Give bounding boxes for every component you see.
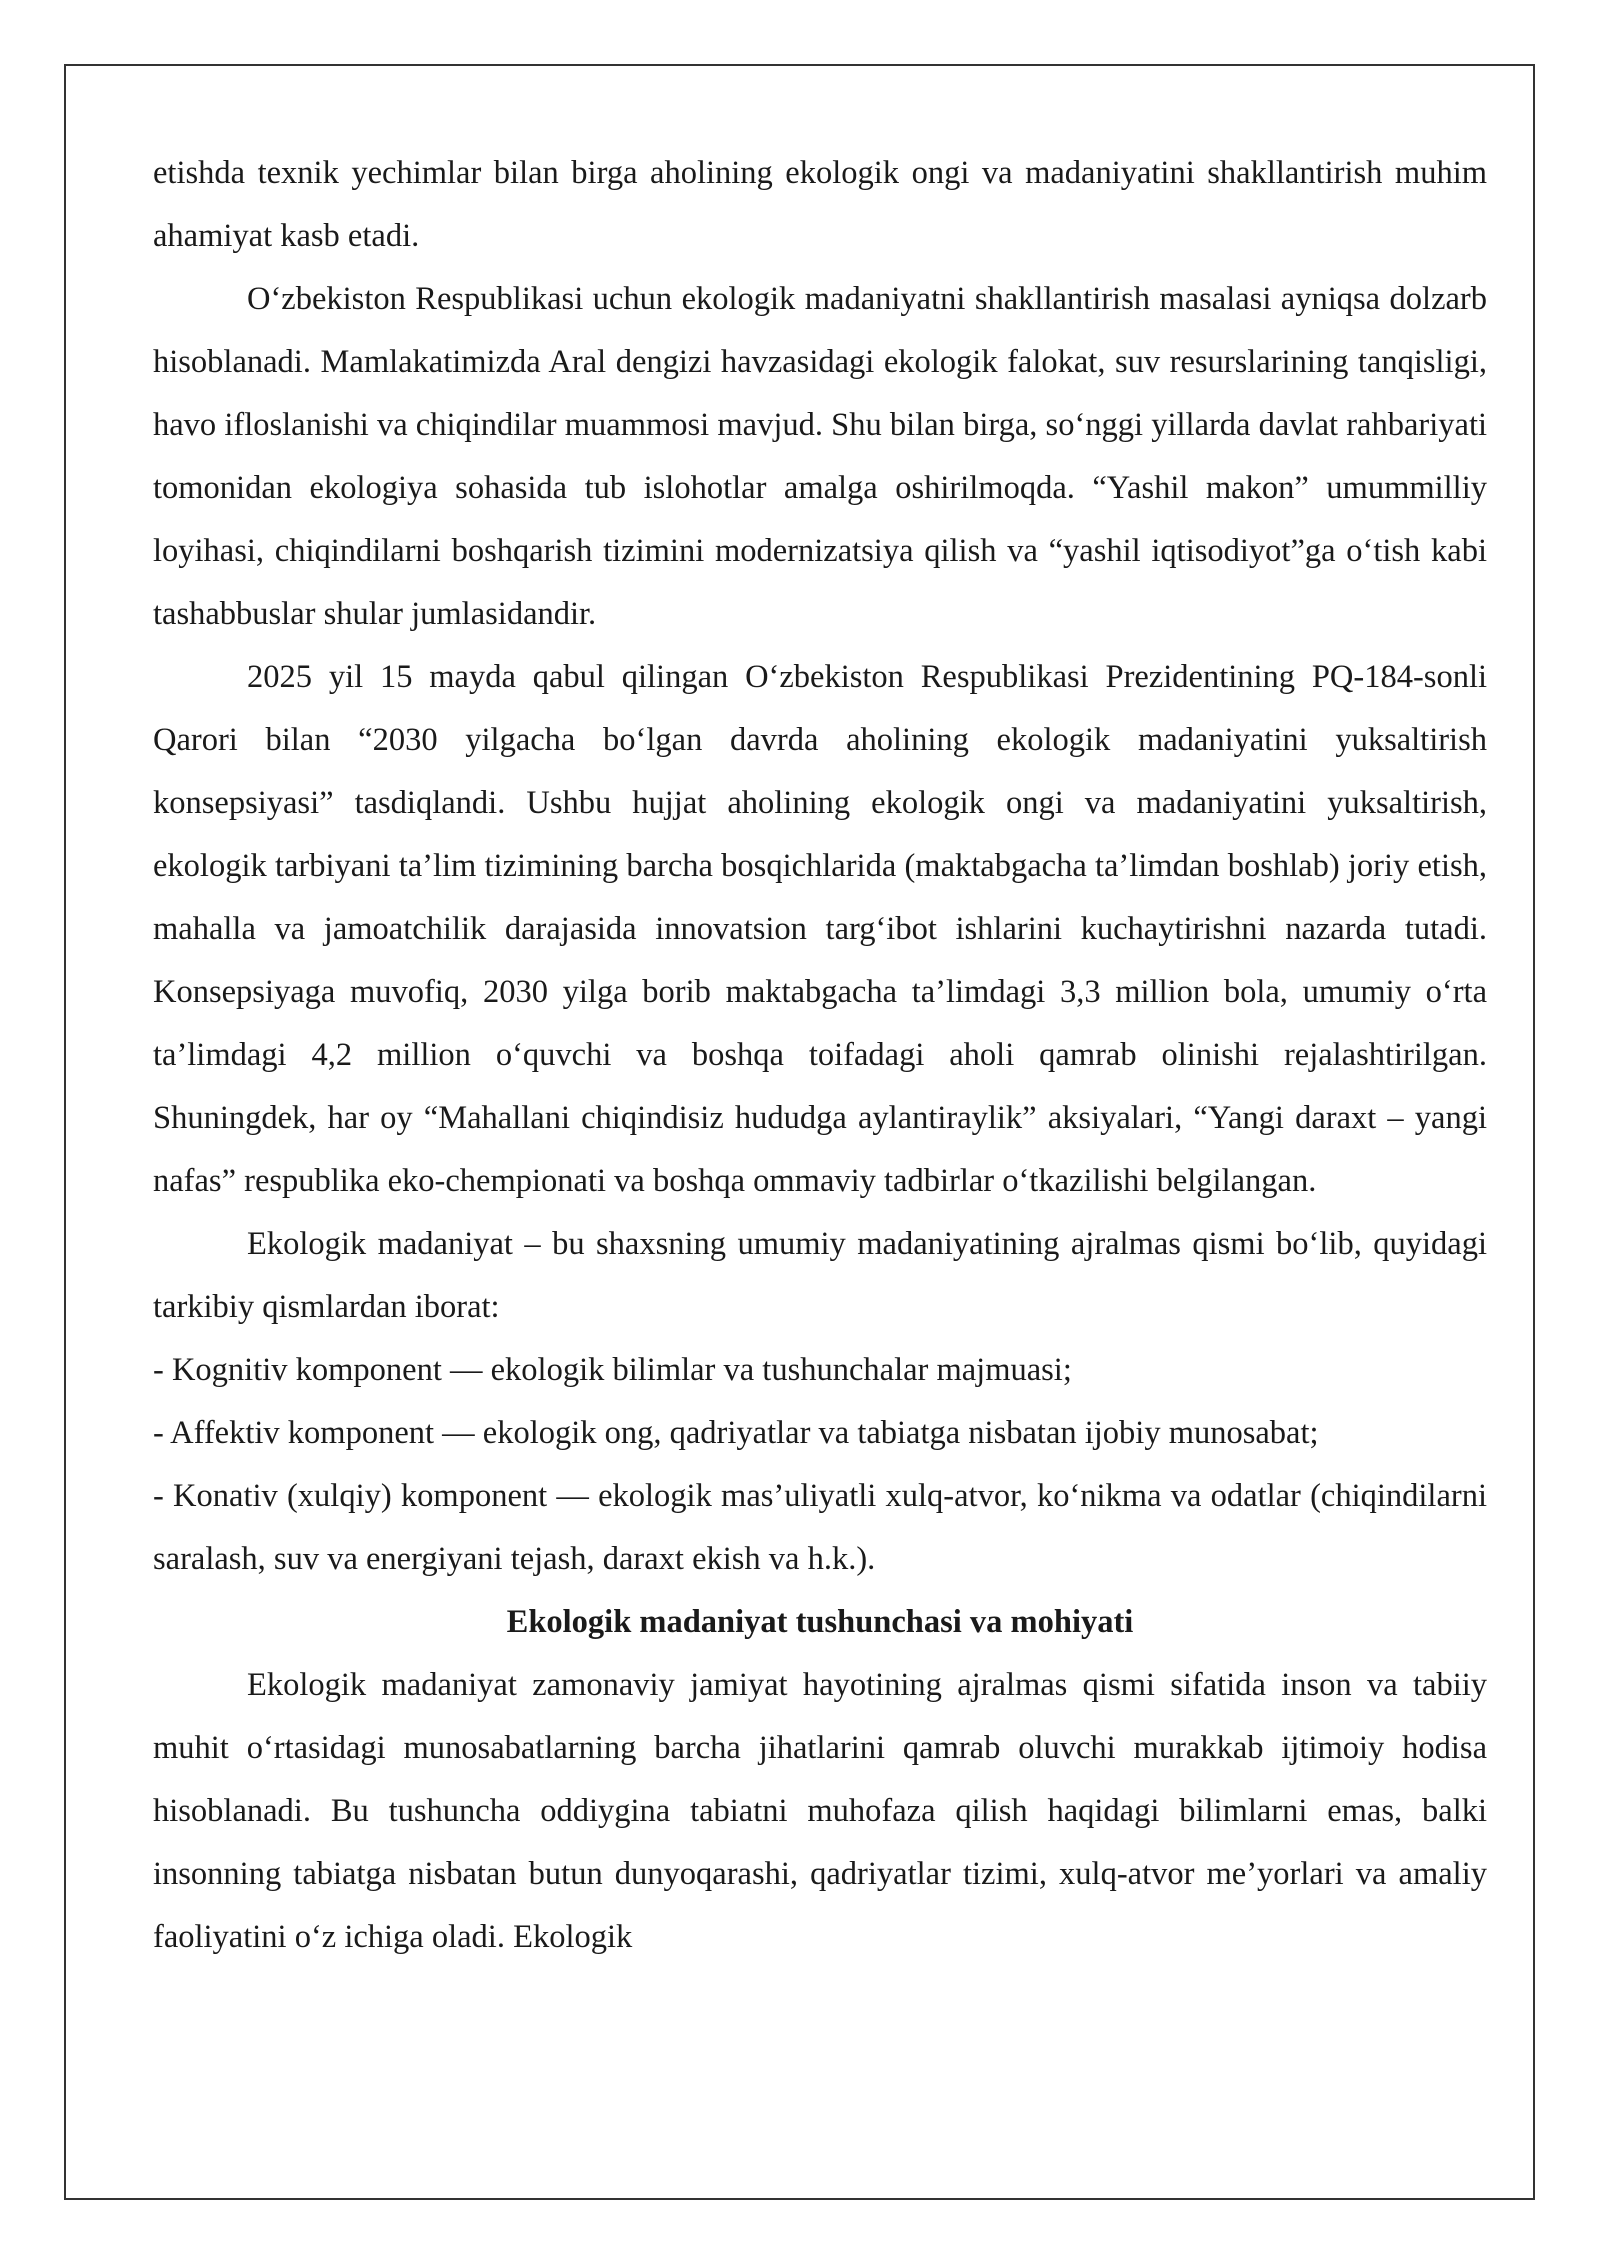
paragraph-continuation: etishda texnik yechimlar bilan birga aholining ekologik ongi va madaniyatini shakllantirish muhim ahamiyat kasb etadi. xyxy=(153,155,1487,254)
document-body xyxy=(153,142,1487,1969)
paragraph-components-intro: Ekologik madaniyat – bu shaxsning umumiy madaniyatining ajralmas qismi bo‘lib, quyidagi tarkibiy qismlardan iborat: xyxy=(153,1226,1487,1325)
list-item-cognitive: - Kognitiv komponent — ekologik bilimlar va tushunchalar majmuasi; xyxy=(153,1352,1072,1388)
paragraph-ecological-culture-definition: Ekologik madaniyat zamonaviy jamiyat hayotining ajralmas qismi sifatida inson va tabiiy muhit o‘rtasidagi munosabatlarning barcha jihatlarini qamrab oluvchi murakkab ijtimoiy hodisa hisoblanadi. Bu tushuncha oddiygina tabiatni muhofaza qilish haqidagi bilimlarni emas, balki insonning tabiatga nisbatan butun dunyoqarashi, qadriyatlar tizimi, xulq-atvor me’yorlari va amaliy faoliyatini o‘z ichiga oladi. Ekologik xyxy=(153,1667,1487,1955)
list-item-affective: - Affektiv komponent — ekologik ong, qadriyatlar va tabiatga nisbatan ijobiy munosabat; xyxy=(153,1415,1319,1451)
paragraph-presidential-decree: 2025 yil 15 mayda qabul qilingan O‘zbekiston Respublikasi Prezidentining PQ-184-sonli Qarori bilan “2030 yilgacha bo‘lgan davrda aholining ekologik madaniyatini yuksaltirish konsepsiyasi” tasdiqlandi. Ushbu hujjat aholining ekologik ongi va madaniyatini yuksaltirish, ekologik tarbiyani ta’lim tizimining barcha bosqichlarida (maktabgacha ta’limdan boshlab) joriy etish, mahalla va jamoatchilik darajasida innovatsion targ‘ibot ishlarini kuchaytirishni nazarda tutadi. Konsepsiyaga muvofiq, 2030 yilga borib maktabgacha ta’limdagi 3,3 million bola, umumiy o‘rta ta’limdagi 4,2 million o‘quvchi va boshqa toifadagi aholi qamrab olinishi rejalashtirilgan. Shuningdek, har oy “Mahallani chiqindisiz hududga aylantiraylik” aksiyalari, “Yangi daraxt – yangi nafas” respublika eko-chempionati va boshqa ommaviy tadbirlar o‘tkazilishi belgilangan. xyxy=(153,659,1487,1199)
list-item-conative: - Konativ (xulqiy) komponent — ekologik mas’uliyatli xulq-atvor, ko‘nikma va odatlar (chiqindilarni saralash, suv va energiyani tejash, daraxt ekish va h.k.). xyxy=(153,1478,1487,1577)
paragraph-uzbekistan-ecology: O‘zbekiston Respublikasi uchun ekologik madaniyatni shakllantirish masalasi ayniqsa dolzarb hisoblanadi. Mamlakatimizda Aral dengizi havzasidagi ekologik falokat, suv resurslarining tanqisligi, havo ifloslanishi va chiqindilar muammosi mavjud. Shu bilan birga, so‘nggi yillarda davlat rahbariyati tomonidan ekologiya sohasida tub islohotlar amalga oshirilmoqda. “Yashil makon” umummilliy loyihasi, chiqindilarni boshqarish tizimini modernizatsiya qilish va “yashil iqtisodiyot”ga o‘tish kabi tashabbuslar shular jumlasidandir. xyxy=(153,281,1487,632)
section-heading: Ekologik madaniyat tushunchasi va mohiyati xyxy=(506,1604,1134,1640)
